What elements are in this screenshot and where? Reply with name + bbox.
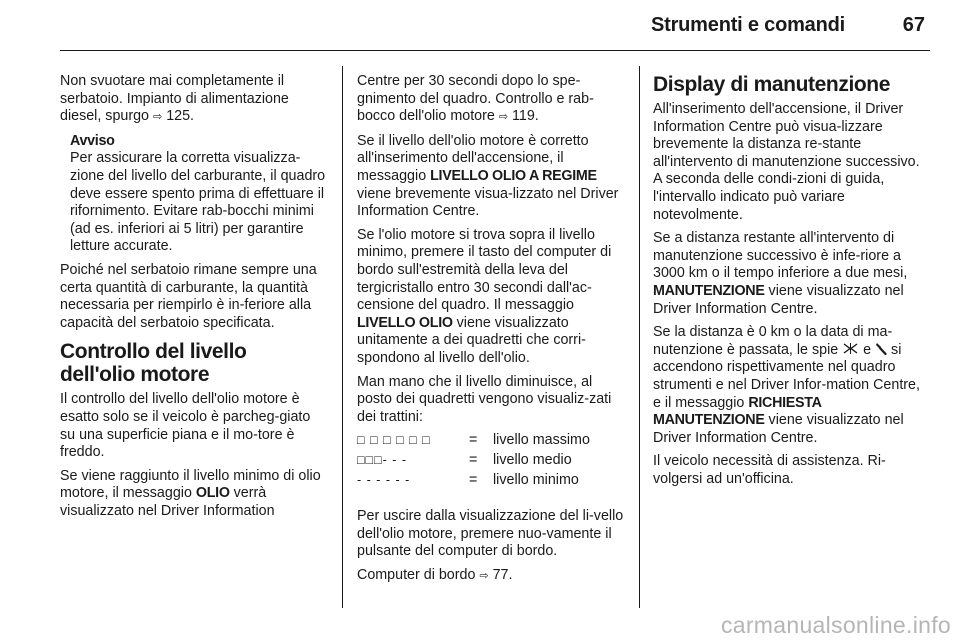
- section-heading-service-display: Display di manutenzione: [653, 73, 891, 96]
- level-symbol: - - - - - -: [357, 473, 411, 488]
- note-box: [60, 133, 326, 256]
- service-warning-icon: [842, 342, 859, 355]
- message-richiesta-manutenzione: RICHIESTA MANUTENZIONE: [653, 394, 822, 429]
- paragraph-service-intro: All'inserimento dell'accensione, il Driver Information Centre può visua-lizzare brevemente la distanza re-stante all'intervento di manutenzione successivo. A seconda delle condi-zioni di guida, l'intervallo indicato può variare notevolmente.: [653, 101, 920, 223]
- page-ref-arrow-icon: ⇨: [153, 111, 163, 124]
- level-label: livello medio: [493, 452, 572, 469]
- page-ref-arrow-icon: ⇨: [498, 111, 509, 124]
- paragraph-fuel-tank: Non svuotare mai completamente il serbatoio. Impianto di alimentazione diesel, spurgo ⇨ 125.: [60, 73, 289, 125]
- column-1: [60, 73, 326, 526]
- table-row: □□□- - - = livello medio: [357, 452, 625, 472]
- column-divider-2: [639, 66, 640, 608]
- paragraph-exit-display: Per uscire dalla visualizzazione del li-vello dell'olio motore, premere nuo-vamente il pulsante del computer di bordo.: [357, 508, 624, 560]
- watermark: carmanualsonline.info: [720, 612, 951, 638]
- paragraph-oil-display-time: Centre per 30 secondi dopo lo spe-gnimento del quadro. Controllo e rab-bocco dell'olio motore ⇨ 119.: [357, 73, 594, 125]
- table-row: - - - - - - = livello minimo: [357, 472, 625, 492]
- paragraph-service-soon: Se a distanza restante all'intervento di manutenzione successivo è infe-riore a 3000 km o il tempo inferiore a due mesi, MANUTENZIONE viene visualizzato nel Driver Information Centre.: [653, 230, 908, 317]
- level-symbol: □ □ □ □ □ □: [357, 433, 431, 448]
- note-text: Per assicurare la corretta visualizza-zione del livello del carburante, il quadro deve essere spento prima di effettuare il rifornimento. Evitare rab-bocchi minimi (ad es. inferiori ai 5 litri) per garantire letture accurate.: [70, 150, 326, 255]
- note-title: Avviso: [70, 132, 115, 149]
- message-manutenzione: MANUTENZIONE: [653, 282, 765, 299]
- paragraph-oil-above-minimum: Se l'olio motore si trova sopra il livello minimo, premere il tasto del computer di bordo sull'estremità della leva del tergicristallo entro 30 secondi dall'ac-censione del quadro. Il messaggio LIVELLO OLIO viene visualizzato unitamente a dei quadretti che corri-spondono al livello dell'olio.: [357, 226, 612, 366]
- level-label: livello minimo: [493, 472, 579, 489]
- paragraph-oil-check: Il controllo del livello dell'olio motore è esatto solo se il veicolo è parcheg-giato su una superficie piana e il mo-tore è freddo.: [60, 391, 311, 461]
- oil-level-table: [357, 432, 625, 492]
- level-label: livello massimo: [493, 432, 590, 449]
- page-ref-arrow-icon: ⇨: [479, 570, 489, 583]
- paragraph-computer-ref: Computer di bordo ⇨ 77.: [357, 567, 513, 584]
- paragraph-service-due: Se la distanza è 0 km o la data di ma-nutenzione è passata, le spie e si accendono rispettivamente nel quadro strumenti e nel Driver Infor-mation Centre, e il messaggio RICHIESTA MANUTENZIONE viene visualizzato nel Driver Information Centre.: [653, 324, 920, 446]
- message-olio: OLIO: [195, 485, 230, 502]
- column-divider-1: [342, 66, 343, 608]
- table-row: □ □ □ □ □ □ = livello massimo: [357, 432, 625, 452]
- paragraph-service-workshop: Il veicolo necessità di assistenza. Ri-volgersi ad un'officina.: [653, 453, 886, 487]
- section-heading-oil-level: Controllo del livello dell'olio motore: [60, 340, 247, 387]
- message-livello-olio-a-regime: LIVELLO OLIO A REGIME: [430, 167, 597, 184]
- page-number: 67: [902, 14, 925, 36]
- paragraph-oil-correct: Se il livello dell'olio motore è corretto all'inserimento dell'accensione, il messaggio LIVELLO OLIO A REGIME viene brevemente visua-lizzato nel Driver Information Centre.: [357, 132, 619, 220]
- level-symbol: □□□- - -: [357, 453, 408, 468]
- paragraph-oil-minimum: Se viene raggiunto il livello minimo di olio motore, il messaggio OLIO verrà visualizzato nel Driver Information: [60, 467, 321, 519]
- column-3: [653, 73, 921, 494]
- message-livello-olio: LIVELLO OLIO: [357, 314, 453, 331]
- wrench-icon: [875, 342, 887, 355]
- running-header-title: Strumenti e comandi: [650, 14, 845, 36]
- paragraph-level-decrease: Man mano che il livello diminuisce, al posto dei quadretti vengono visualiz-zati dei trattini:: [357, 373, 612, 425]
- header-rule: [60, 50, 930, 51]
- paragraph-residual-fuel: Poiché nel serbatoio rimane sempre una certa quantità di carburante, la quantità necessaria per riempirlo è in-feriore alla capacità del serbatoio specificata.: [60, 261, 317, 331]
- column-2: [357, 73, 625, 592]
